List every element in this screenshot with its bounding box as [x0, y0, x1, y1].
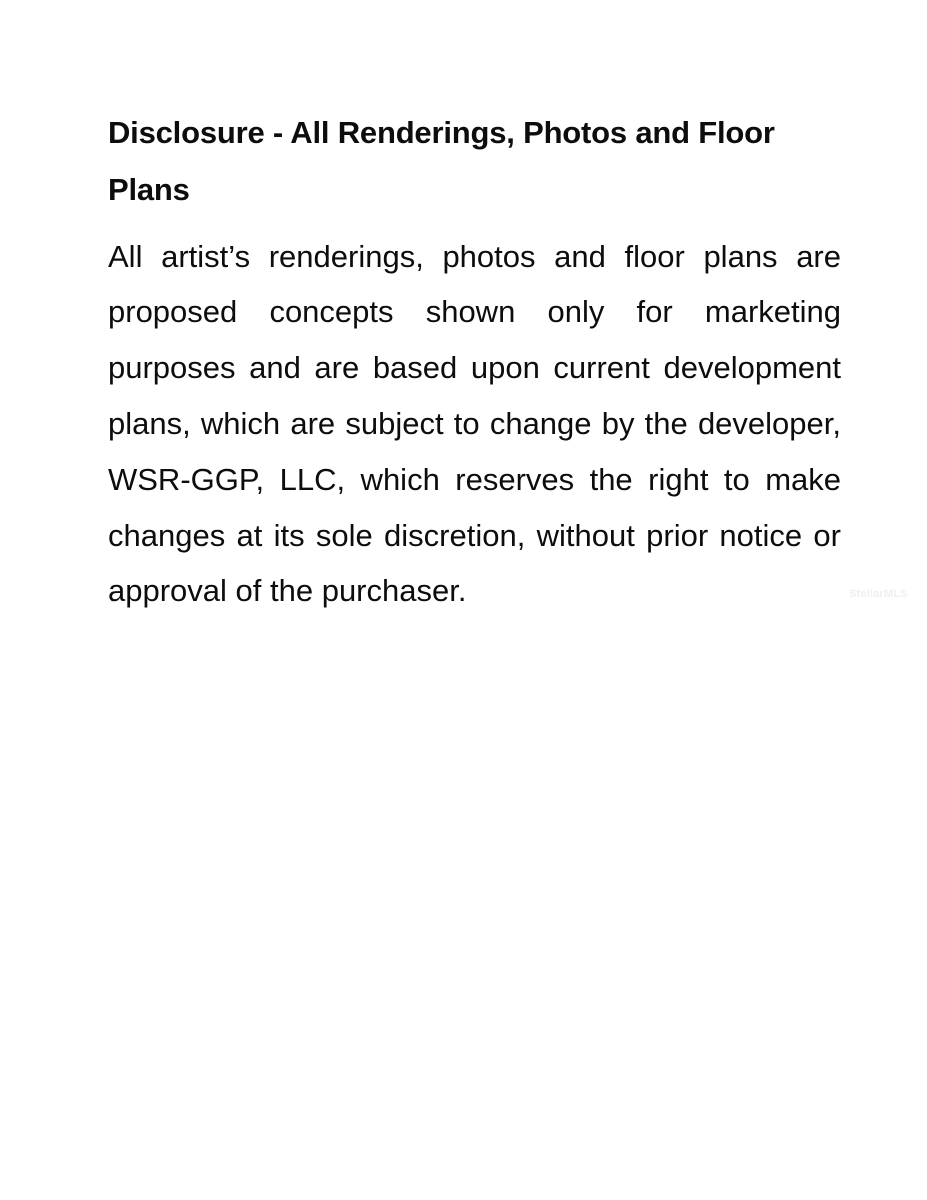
page-title: Disclosure - All Renderings, Photos and Floor Plans [108, 115, 775, 208]
watermark-label: StellarMLS [849, 588, 908, 600]
document-content [108, 104, 841, 619]
disclosure-paragraph: All artist’s renderings, photos and floor plans are proposed concepts shown only for marketing purposes and are based upon current development plans, which are subject to change by the developer, WSR-GGP, LLC, which reserves the right to make changes at its sole discretion, without prior notice or approval of the purchaser. [108, 238, 841, 609]
